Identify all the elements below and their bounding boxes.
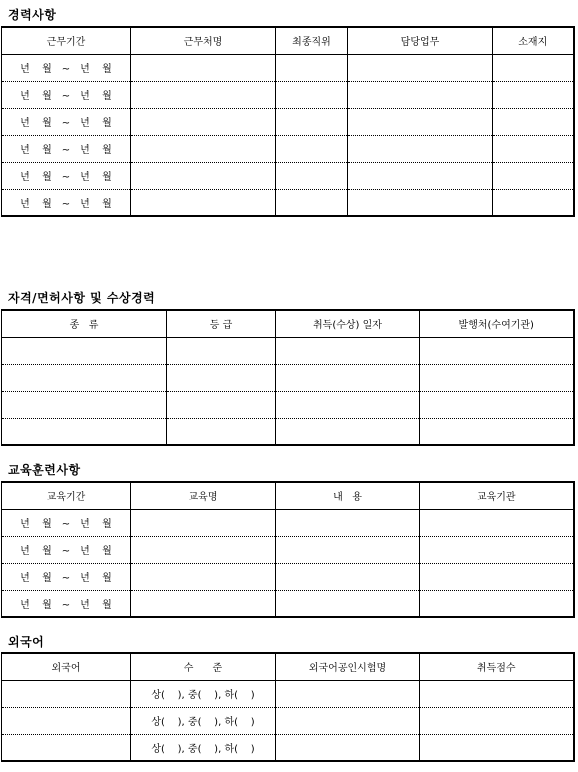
foreign-section-title: 외국어 — [8, 635, 45, 649]
header-content: 내 용 — [276, 482, 420, 509]
workplace-cell[interactable] — [131, 54, 276, 81]
content-cell[interactable] — [276, 590, 420, 617]
content-cell[interactable] — [276, 536, 420, 563]
period-cell[interactable]: 년 월 ~ 년 월 — [2, 162, 131, 189]
location-cell[interactable] — [493, 162, 574, 189]
score-cell[interactable] — [420, 707, 574, 734]
type-cell[interactable] — [2, 418, 167, 445]
period-cell[interactable]: 년 월 ~ 년 월 — [2, 189, 131, 216]
table-row — [2, 707, 574, 734]
type-cell[interactable] — [2, 391, 167, 418]
content-cell[interactable] — [276, 509, 420, 536]
duties-cell[interactable] — [348, 108, 493, 135]
institution-cell[interactable] — [420, 536, 574, 563]
career-section-title: 경력사항 — [8, 8, 57, 22]
grade-cell[interactable] — [167, 391, 276, 418]
score-cell[interactable] — [420, 680, 574, 707]
period-cell[interactable]: 년 월 ~ 년 월 — [2, 509, 131, 536]
level-cell[interactable]: 상( ), 중( ), 하( ) — [131, 707, 276, 734]
training-table — [1, 481, 575, 618]
table-row — [2, 391, 574, 418]
table-row — [2, 337, 574, 364]
header-final-position: 최종직위 — [276, 27, 348, 54]
career-header-row — [2, 27, 574, 54]
header-acquired-date: 취득(수상) 일자 — [276, 310, 420, 337]
institution-cell[interactable] — [420, 590, 574, 617]
table-row — [2, 509, 574, 536]
grade-cell[interactable] — [167, 337, 276, 364]
table-row — [2, 54, 574, 81]
test-name-cell[interactable] — [276, 680, 420, 707]
test-name-cell[interactable] — [276, 707, 420, 734]
header-location: 소재지 — [493, 27, 574, 54]
issuer-cell[interactable] — [420, 418, 574, 445]
course-cell[interactable] — [131, 509, 276, 536]
test-name-cell[interactable] — [276, 734, 420, 761]
course-cell[interactable] — [131, 563, 276, 590]
duties-cell[interactable] — [348, 135, 493, 162]
training-header-row — [2, 482, 574, 509]
language-cell[interactable] — [2, 680, 131, 707]
header-issuer: 발행처(수여기관) — [420, 310, 574, 337]
issuer-cell[interactable] — [420, 337, 574, 364]
course-cell[interactable] — [131, 536, 276, 563]
table-row — [2, 734, 574, 761]
position-cell[interactable] — [276, 54, 348, 81]
course-cell[interactable] — [131, 590, 276, 617]
position-cell[interactable] — [276, 108, 348, 135]
table-row — [2, 590, 574, 617]
workplace-cell[interactable] — [131, 162, 276, 189]
duties-cell[interactable] — [348, 162, 493, 189]
header-institution: 교육기관 — [420, 482, 574, 509]
location-cell[interactable] — [493, 54, 574, 81]
period-cell[interactable]: 년 월 ~ 년 월 — [2, 81, 131, 108]
workplace-cell[interactable] — [131, 81, 276, 108]
position-cell[interactable] — [276, 81, 348, 108]
header-grade: 등 급 — [167, 310, 276, 337]
header-level: 수 준 — [131, 653, 276, 680]
workplace-cell[interactable] — [131, 135, 276, 162]
position-cell[interactable] — [276, 135, 348, 162]
grade-cell[interactable] — [167, 418, 276, 445]
period-cell[interactable]: 년 월 ~ 년 월 — [2, 54, 131, 81]
institution-cell[interactable] — [420, 563, 574, 590]
period-cell[interactable]: 년 월 ~ 년 월 — [2, 108, 131, 135]
content-cell[interactable] — [276, 563, 420, 590]
training-section-title: 교육훈련사항 — [8, 463, 81, 477]
duties-cell[interactable] — [348, 54, 493, 81]
language-cell[interactable] — [2, 707, 131, 734]
career-table — [1, 26, 575, 217]
table-row — [2, 189, 574, 216]
period-cell[interactable]: 년 월 ~ 년 월 — [2, 135, 131, 162]
position-cell[interactable] — [276, 162, 348, 189]
location-cell[interactable] — [493, 135, 574, 162]
period-cell[interactable]: 년 월 ~ 년 월 — [2, 590, 131, 617]
header-workplace: 근무처명 — [131, 27, 276, 54]
header-training-period: 교육기간 — [2, 482, 131, 509]
period-cell[interactable]: 년 월 ~ 년 월 — [2, 536, 131, 563]
grade-cell[interactable] — [167, 364, 276, 391]
workplace-cell[interactable] — [131, 108, 276, 135]
foreign-header-row — [2, 653, 574, 680]
header-type: 종 류 — [2, 310, 167, 337]
location-cell[interactable] — [493, 81, 574, 108]
table-row — [2, 418, 574, 445]
issuer-cell[interactable] — [420, 391, 574, 418]
level-cell[interactable]: 상( ), 중( ), 하( ) — [131, 734, 276, 761]
date-cell[interactable] — [276, 364, 420, 391]
date-cell[interactable] — [276, 337, 420, 364]
language-cell[interactable] — [2, 734, 131, 761]
period-cell[interactable]: 년 월 ~ 년 월 — [2, 563, 131, 590]
header-language: 외국어 — [2, 653, 131, 680]
header-test-name: 외국어공인시험명 — [276, 653, 420, 680]
institution-cell[interactable] — [420, 509, 574, 536]
table-row — [2, 81, 574, 108]
type-cell[interactable] — [2, 337, 167, 364]
issuer-cell[interactable] — [420, 364, 574, 391]
position-cell[interactable] — [276, 189, 348, 216]
workplace-cell[interactable] — [131, 189, 276, 216]
duties-cell[interactable] — [348, 81, 493, 108]
location-cell[interactable] — [493, 108, 574, 135]
date-cell[interactable] — [276, 418, 420, 445]
table-row — [2, 108, 574, 135]
header-work-period: 근무기간 — [2, 27, 131, 54]
license-header-row — [2, 310, 574, 337]
header-duties: 담당업무 — [348, 27, 493, 54]
header-course-name: 교육명 — [131, 482, 276, 509]
table-row — [2, 563, 574, 590]
score-cell[interactable] — [420, 734, 574, 761]
table-row — [2, 536, 574, 563]
type-cell[interactable] — [2, 364, 167, 391]
table-row — [2, 135, 574, 162]
location-cell[interactable] — [493, 189, 574, 216]
license-table — [1, 309, 575, 446]
table-row — [2, 364, 574, 391]
table-row — [2, 680, 574, 707]
date-cell[interactable] — [276, 391, 420, 418]
duties-cell[interactable] — [348, 189, 493, 216]
table-row — [2, 162, 574, 189]
license-section-title: 자격/면허사항 및 수상경력 — [8, 291, 156, 305]
foreign-language-table — [1, 652, 575, 762]
header-score: 취득점수 — [420, 653, 574, 680]
level-cell[interactable]: 상( ), 중( ), 하( ) — [131, 680, 276, 707]
